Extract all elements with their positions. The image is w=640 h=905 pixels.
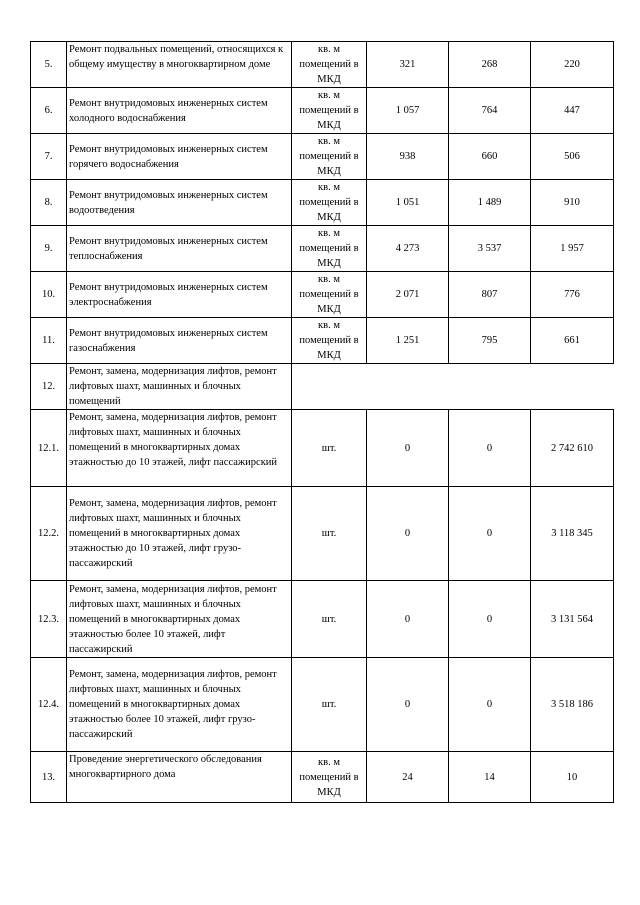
value-cell-2: 1 489 xyxy=(449,180,531,226)
value-cell-1: 321 xyxy=(367,42,449,88)
work-name: Ремонт внутридомовых инженерных систем электроснабжения xyxy=(67,272,292,318)
work-name: Ремонт, замена, модернизация лифтов, ремонт лифтовых шахт, машинных и блочных помещений в многоквартирных домах этажностью до 10 этажей, лифт пассажирский xyxy=(67,410,292,487)
unit-cell: шт. xyxy=(292,410,367,487)
unit-cell: кв. м помещений в МКД xyxy=(292,42,367,88)
value-cell-1: 0 xyxy=(367,487,449,581)
work-name: Ремонт внутридомовых инженерных систем холодного водоснабжения xyxy=(67,88,292,134)
work-name: Ремонт, замена, модернизация лифтов, ремонт лифтовых шахт, машинных и блочных помещений в многоквартирных домах этажностью более 10 этажей, лифт грузо-пассажирский xyxy=(67,658,292,752)
value-cell-2: 764 xyxy=(449,88,531,134)
table-row xyxy=(31,42,614,88)
table-row xyxy=(31,487,614,581)
work-name: Ремонт внутридомовых инженерных систем газоснабжения xyxy=(67,318,292,364)
value-cell-1: 0 xyxy=(367,581,449,658)
row-number: 6. xyxy=(31,88,67,134)
empty-merged-cell xyxy=(292,364,614,410)
row-number: 12.3. xyxy=(31,581,67,658)
unit-cell: шт. xyxy=(292,581,367,658)
unit-cell: кв. м помещений в МКД xyxy=(292,752,367,803)
unit-cell: кв. м помещений в МКД xyxy=(292,226,367,272)
value-cell-2: 0 xyxy=(449,658,531,752)
value-cell-2: 807 xyxy=(449,272,531,318)
value-cell-1: 1 051 xyxy=(367,180,449,226)
table-row-section-header xyxy=(31,364,614,410)
work-name: Проведение энергетического обследования многоквартирного дома xyxy=(67,752,292,803)
row-number: 11. xyxy=(31,318,67,364)
unit-cell: шт. xyxy=(292,658,367,752)
table-row xyxy=(31,410,614,487)
unit-cell: кв. м помещений в МКД xyxy=(292,318,367,364)
value-cell-1: 938 xyxy=(367,134,449,180)
row-number: 8. xyxy=(31,180,67,226)
table-row xyxy=(31,658,614,752)
value-cell-3: 3 131 564 xyxy=(531,581,614,658)
row-number: 12. xyxy=(31,364,67,410)
value-cell-3: 506 xyxy=(531,134,614,180)
value-cell-3: 220 xyxy=(531,42,614,88)
value-cell-2: 795 xyxy=(449,318,531,364)
value-cell-1: 4 273 xyxy=(367,226,449,272)
value-cell-1: 24 xyxy=(367,752,449,803)
row-number: 12.2. xyxy=(31,487,67,581)
work-name: Ремонт внутридомовых инженерных систем горячего водоснабжения xyxy=(67,134,292,180)
table-row xyxy=(31,581,614,658)
unit-cell: шт. xyxy=(292,487,367,581)
value-cell-2: 14 xyxy=(449,752,531,803)
value-cell-1: 1 057 xyxy=(367,88,449,134)
work-name: Ремонт подвальных помещений, относящихся к общему имуществу в многоквартирном доме xyxy=(67,42,292,88)
value-cell-1: 0 xyxy=(367,410,449,487)
table-row xyxy=(31,752,614,803)
value-cell-2: 3 537 xyxy=(449,226,531,272)
table-row xyxy=(31,180,614,226)
work-name: Ремонт, замена, модернизация лифтов, ремонт лифтовых шахт, машинных и блочных помещений в многоквартирных домах этажностью более 10 этажей, лифт пассажирский xyxy=(67,581,292,658)
unit-cell: кв. м помещений в МКД xyxy=(292,88,367,134)
value-cell-2: 268 xyxy=(449,42,531,88)
row-number: 10. xyxy=(31,272,67,318)
value-cell-1: 1 251 xyxy=(367,318,449,364)
table-row xyxy=(31,134,614,180)
row-number: 7. xyxy=(31,134,67,180)
value-cell-3: 910 xyxy=(531,180,614,226)
value-cell-3: 3 118 345 xyxy=(531,487,614,581)
value-cell-3: 10 xyxy=(531,752,614,803)
value-cell-2: 0 xyxy=(449,410,531,487)
table-row xyxy=(31,226,614,272)
value-cell-3: 776 xyxy=(531,272,614,318)
value-cell-2: 0 xyxy=(449,581,531,658)
work-types-table xyxy=(30,41,614,803)
value-cell-3: 2 742 610 xyxy=(531,410,614,487)
value-cell-1: 2 071 xyxy=(367,272,449,318)
work-name: Ремонт внутридомовых инженерных систем водоотведения xyxy=(67,180,292,226)
table-row xyxy=(31,318,614,364)
row-number: 5. xyxy=(31,42,67,88)
row-number: 9. xyxy=(31,226,67,272)
unit-cell: кв. м помещений в МКД xyxy=(292,180,367,226)
value-cell-3: 447 xyxy=(531,88,614,134)
value-cell-3: 661 xyxy=(531,318,614,364)
work-name: Ремонт, замена, модернизация лифтов, ремонт лифтовых шахт, машинных и блочных помещений в многоквартирных домах этажностью до 10 этажей, лифт грузо-пассажирский xyxy=(67,487,292,581)
work-name: Ремонт, замена, модернизация лифтов, ремонт лифтовых шахт, машинных и блочных помещений xyxy=(67,364,292,410)
table-row xyxy=(31,88,614,134)
value-cell-3: 1 957 xyxy=(531,226,614,272)
value-cell-1: 0 xyxy=(367,658,449,752)
value-cell-3: 3 518 186 xyxy=(531,658,614,752)
row-number: 12.4. xyxy=(31,658,67,752)
row-number: 13. xyxy=(31,752,67,803)
unit-cell: кв. м помещений в МКД xyxy=(292,272,367,318)
value-cell-2: 660 xyxy=(449,134,531,180)
unit-cell: кв. м помещений в МКД xyxy=(292,134,367,180)
value-cell-2: 0 xyxy=(449,487,531,581)
row-number: 12.1. xyxy=(31,410,67,487)
work-name: Ремонт внутридомовых инженерных систем теплоснабжения xyxy=(67,226,292,272)
table-row xyxy=(31,272,614,318)
